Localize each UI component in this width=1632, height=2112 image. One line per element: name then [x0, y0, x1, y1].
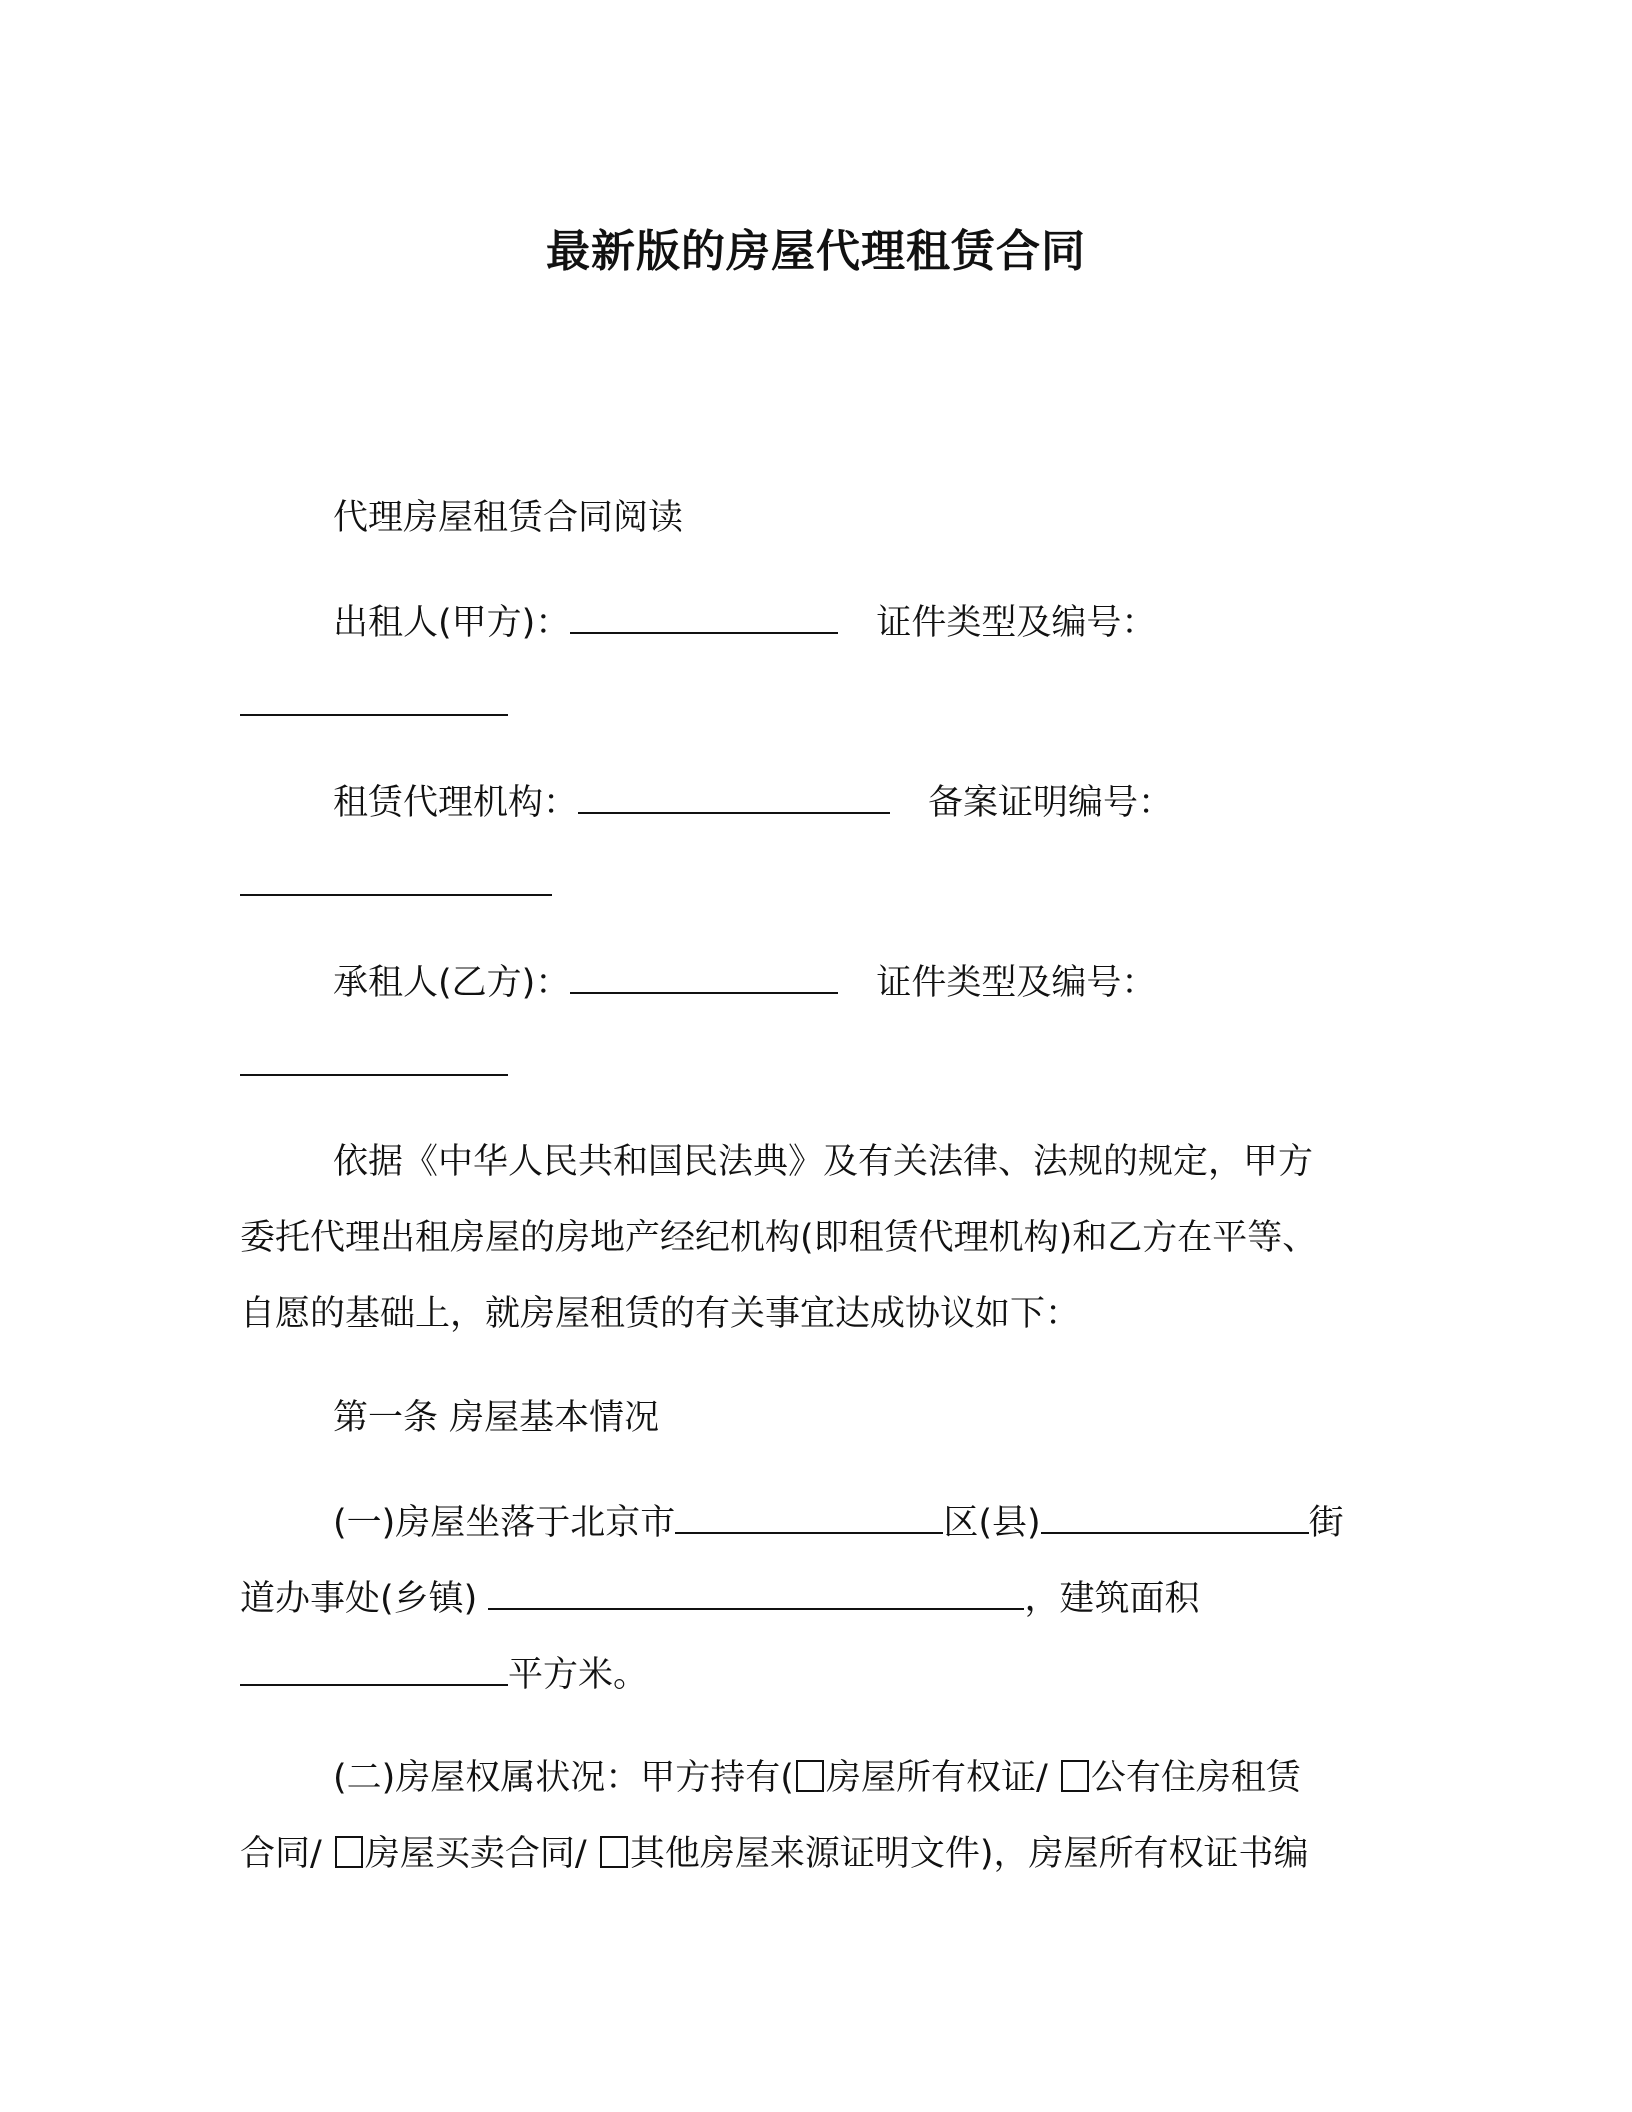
subtitle: 代理房屋租赁合同阅读 — [333, 498, 684, 538]
district-label: 区(县) — [943, 1503, 1041, 1543]
preamble-line-1: 依据《中华人民共和国民法典》及有关法律、法规的规定，甲方 — [333, 1142, 1314, 1182]
lessor-id-label: 证件类型及编号： — [876, 603, 1157, 643]
checkbox-ownership-certificate[interactable] — [796, 1760, 824, 1792]
lessor-name-blank — [570, 598, 838, 634]
square-meter-label: 平方米。 — [508, 1655, 649, 1695]
township-blank — [488, 1574, 1024, 1610]
checkbox-public-housing-lease[interactable] — [1061, 1760, 1089, 1792]
floor-area-blank — [240, 1650, 508, 1686]
article-1-item-1-line-3 — [240, 1650, 648, 1699]
lessee-id-blank — [240, 1040, 508, 1076]
floor-area-label: ，建筑面积 — [1024, 1579, 1200, 1619]
lessor-id-line — [240, 680, 508, 729]
article-1-heading: 第一条 房屋基本情况 — [333, 1398, 660, 1438]
agency-id-blank — [240, 860, 552, 896]
contract-label: 合同/ — [240, 1834, 333, 1874]
lessee-id-label: 证件类型及编号： — [876, 963, 1157, 1003]
agency-line — [333, 778, 1173, 827]
agency-label: 租赁代理机构： — [333, 783, 579, 823]
checkbox-sale-contract[interactable] — [335, 1836, 363, 1868]
street-label: 街 — [1308, 1503, 1344, 1543]
article-1-item-2-line-2 — [240, 1830, 1309, 1878]
ownership-label: (二)房屋权属状况：甲方持有( — [333, 1758, 794, 1798]
agency-id-label: 备案证明编号： — [928, 783, 1174, 823]
township-label: 道办事处(乡镇) — [240, 1579, 489, 1619]
checkbox-other-documents[interactable] — [600, 1836, 628, 1868]
district-blank — [675, 1498, 943, 1534]
article-1-item-1-line-2 — [240, 1574, 1199, 1623]
document-title: 最新版的房屋代理租赁合同 — [546, 226, 1086, 277]
option-ownership-certificate: 房屋所有权证/ — [825, 1758, 1059, 1798]
lessor-line — [333, 598, 1156, 647]
option-public-housing-lease: 公有住房租赁 — [1090, 1758, 1301, 1798]
option-other-documents: 其他房屋来源证明文件)，房屋所有权证书编 — [629, 1834, 1309, 1874]
article-1-item-2-line-1 — [333, 1754, 1301, 1802]
street-blank — [1041, 1498, 1309, 1534]
article-1-item-1-line-1 — [333, 1498, 1344, 1547]
lessee-line — [333, 958, 1156, 1007]
lessor-id-blank — [240, 680, 508, 716]
lessee-id-line — [240, 1040, 508, 1089]
agency-name-blank — [578, 778, 890, 814]
preamble-line-2: 委托代理出租房屋的房地产经纪机构(即租赁代理机构)和乙方在平等、 — [240, 1218, 1318, 1258]
agency-id-line — [240, 860, 552, 909]
preamble-line-3: 自愿的基础上，就房屋租赁的有关事宜达成协议如下： — [240, 1294, 1081, 1334]
option-sale-contract: 房屋买卖合同/ — [364, 1834, 598, 1874]
lessee-name-blank — [570, 958, 838, 994]
lessor-label: 出租人(甲方)： — [333, 603, 571, 643]
lessee-label: 承租人(乙方)： — [333, 963, 571, 1003]
location-city-label: (一)房屋坐落于北京市 — [333, 1503, 676, 1543]
